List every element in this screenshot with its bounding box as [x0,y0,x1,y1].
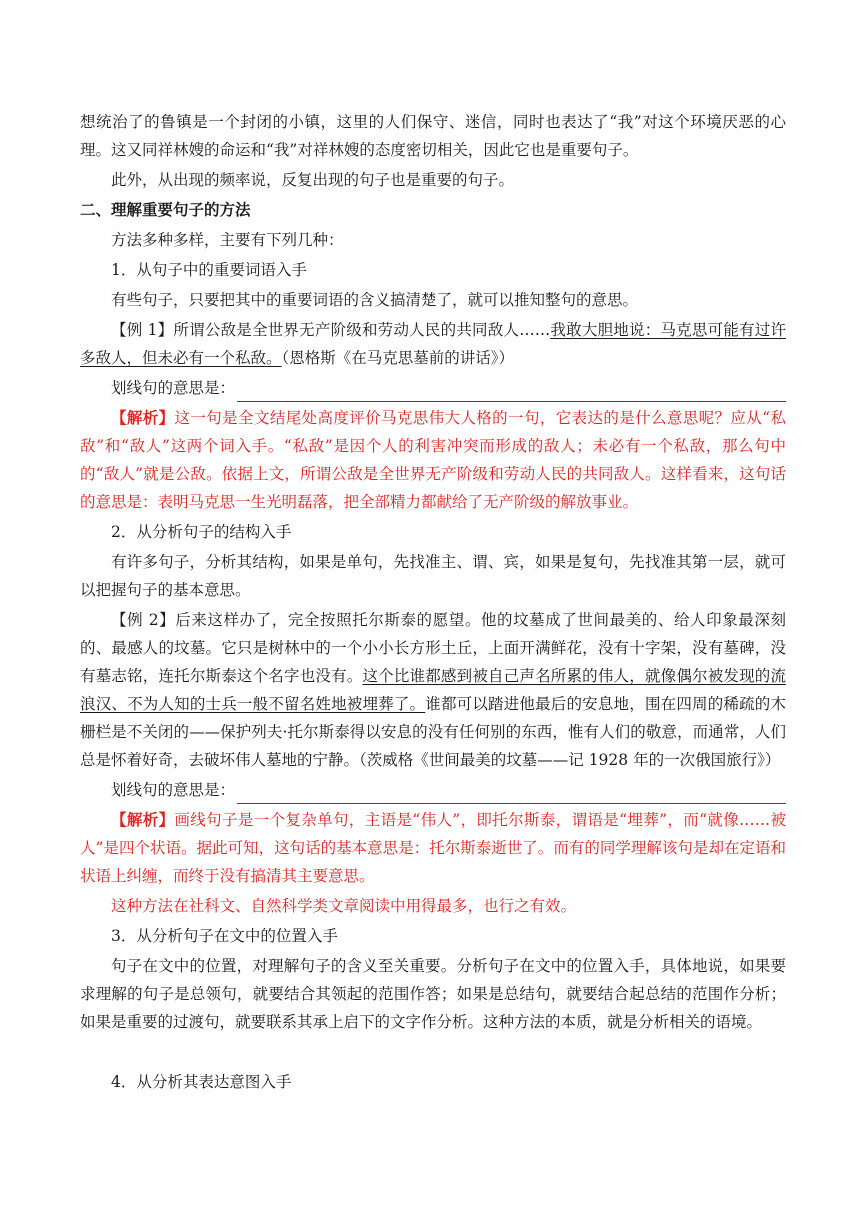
answer-prompt: 划线句的意思是： [111,781,236,799]
example-1-underlined-sentence: 我敢大胆地说：马克思可能有过许多敌人，但未必有一个私敌。 [80,321,786,367]
methods-intro: 方法多种多样，主要有下列几种： [111,231,344,249]
analysis-text: 这一句是全文结尾处高度评价马克思伟大人格的一句，它表达的是什么意思呢？应从“私敌”和“敌人”这两个词入手。“私敌”是因个人的利害冲突而形成的敌人；未必有一个私敌，那么句中的“敌人”就是公敌。依据上文，所谓公敌是全世界无产阶级和劳动人民的共同敌人。这样看来，这句话的意思是：表明马克思一生光明磊落，把全部精力都献给了无产阶级的解放事业。 [80,409,786,511]
paragraph-intro-continued: 想统治了的鲁镇是一个封闭的小镇，这里的人们保守、迷信，同时也表达了“我”对这个环境厌恶的心理。这又同祥林嫂的命运和“我”对祥林嫂的态度密切相关，因此它也是重要句子。 [80,113,786,159]
example-1-label: 【例 1】 [111,321,174,339]
example-1 [80,316,786,372]
example-2 [80,606,786,774]
example-2-source: （茨威格《世间最美的坟墓——记 1928 年的一次俄国旅行》） [359,751,781,769]
example-2-text: 后来这样办了，完全按照托尔斯泰的愿望。他的坟墓成了世间最美的、给人印象最深刻的、最感人的坟墓。它只是树林中的一个小小长方形土丘，上面开满鲜花，没有十字架，没有墓碑，没有墓志铭，连托尔斯泰这个名字也没有。 [80,611,786,685]
method-3-desc: 句子在文中的位置，对理解句子的含义至关重要。分析句子在文中的位置入手，具体地说，如果要求理解的句子是总领句，就要结合其领起的范围作答；如果是总结句，就要结合起总结的范围作分析；如果是重要的过渡句，就要联系其承上启下的文字作分析。这种方法的本质，就是分析相关的语境。 [80,957,786,1031]
example-1-text: 所谓公敌是全世界无产阶级和劳动人民的共同敌人…… [173,321,551,339]
example-2-text-after: 谁都可以踏进他最后的安息地，围在四周的稀疏的木栅栏是不关闭的——保护列夫·托尔斯泰得以安息的没有任何别的东西，惟有人们的敬意，而通常，人们总是怀着好奇，去破坏伟人墓地的宁静。 [80,695,786,769]
example-1-analysis [80,404,786,516]
example-2-underlined-sentence: 这个比谁都感到被自己声名所累的伟人，就像偶尔被发现的流浪汉、不为人知的士兵一般不留名姓地被埋葬了。 [80,667,786,713]
answer-blank[interactable] [237,785,786,804]
analysis-label: 【解析】 [111,408,175,427]
spacer [80,1038,786,1068]
example-2-answer-line [80,776,786,804]
example-1-source: （恩格斯《在马克思墓前的讲话》） [281,349,515,367]
method-1-title: 1．从句子中的重要词语入手 [111,261,307,279]
method-1-desc: 有些句子，只要把其中的重要词语的含义搞清楚了，就可以推知整句的意思。 [111,291,639,309]
method-2-title: 2．从分析句子的结构入手 [111,523,292,541]
example-2-analysis-note: 这种方法在社科文、自然科学类文章阅读中用得最多，也行之有效。 [111,897,577,915]
paragraph-frequency-note: 此外，从出现的频率说，反复出现的句子也是重要的句子。 [111,171,515,189]
answer-blank[interactable] [237,383,786,402]
analysis-text: 画线句子是一个复杂单句，主语是“伟人”，即托尔斯泰，谓语是“埋葬”，而“就像……被人”是四个状语。据此可知，这句话的基本意思是：托尔斯泰逝世了。而有的同学理解该句是却在定语和状语上纠缠，而终于没有搞清其主要意思。 [80,811,786,885]
answer-prompt: 划线句的意思是： [111,379,236,397]
example-1-answer-line [80,374,786,402]
method-3-title: 3．从分析句子在文中的位置入手 [111,927,338,945]
example-2-label: 【例 2】 [111,611,176,629]
method-4-title: 4．从分析其表达意图入手 [111,1073,292,1091]
example-2-analysis [80,806,786,890]
document-page [80,108,786,1098]
method-2-desc: 有许多句子，分析其结构，如果是单句，先找准主、谓、宾，如果是复句，先找准其第一层，就可以把握句子的基本意思。 [80,553,786,599]
section-heading: 二、理解重要句子的方法 [80,200,251,219]
analysis-label: 【解析】 [111,810,175,829]
